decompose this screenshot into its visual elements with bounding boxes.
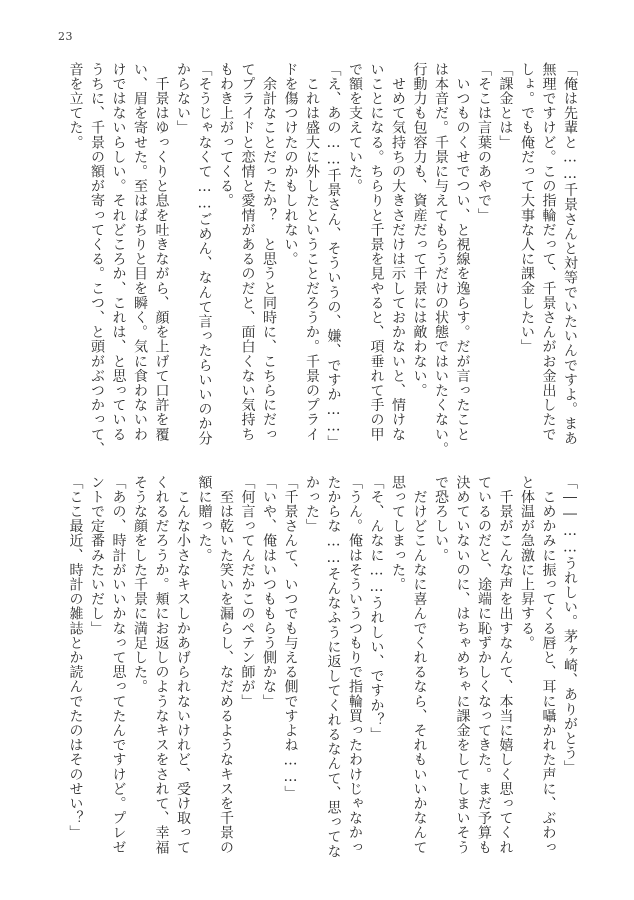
- text-line: い、眉を寄せた。至はぱちりと目を瞬く。気に食わないわ: [132, 62, 148, 442]
- text-line: 「――……うれしい。茅ヶ崎、ありがとう」: [562, 475, 578, 775]
- text-line: 千景がこんな声を出すなんて、本当に嬉しく思ってくれ: [497, 475, 514, 855]
- text-line: で恐ろしい。: [433, 475, 449, 563]
- text-line: だけどこんなに喜んでくれるなら、それもいいかなんて: [411, 475, 428, 855]
- text-line: 音を立てた。: [67, 62, 84, 150]
- text-line: 「え、あの……千景さん、そういうの、嫌、ですか……」: [325, 62, 342, 450]
- text-line: せめて気持ちの大きさだけは示しておかないと、情けな: [390, 62, 406, 442]
- text-line: 「いや、俺はいつももらう側かな」: [261, 475, 277, 709]
- text-line: そうな顔をした千景に満足した。: [132, 475, 148, 694]
- text-line: 千景はゆっくりと息を吐きながら、顔を上げて口許を覆: [153, 62, 170, 442]
- text-line: 「そ、んなに……うれしい、ですか？」: [368, 475, 385, 742]
- text-block-top: [64, 62, 580, 457]
- text-line: と体温が急激に上昇する。: [519, 475, 535, 651]
- text-line: くれるだろうか。頬にお返しのようなキスをされて、幸福: [153, 475, 170, 855]
- text-line: 「課金とは」: [497, 62, 514, 150]
- text-line: 「ここ最近、時計の雑誌とか読んでたのはそのせい？」: [67, 475, 84, 840]
- text-line: 「そこは言葉のあやで」: [476, 62, 492, 223]
- text-line: ドを傷つけたのかもしれない。: [282, 62, 299, 267]
- text-line: で額を支えていた。: [347, 62, 363, 194]
- text-line: いつものくせでつい、と視線を逸らす。だが言ったこと: [454, 62, 471, 442]
- text-line: てプライドと恋情と愛情があるのだと、面白くない気持ち: [239, 62, 256, 442]
- text-line: 思ってしまった。: [390, 475, 406, 592]
- text-line: いことになる。ちらりと千景を見やると、項垂れて手の甲: [368, 62, 385, 442]
- text-line: は本音だ。千景に与えてもらうだけの状態ではいたくない。: [433, 62, 449, 457]
- text-line: 行動力も包容力も、資産だって千景には敵わない。: [411, 62, 428, 398]
- text-line: かった」: [304, 475, 320, 534]
- text-line: しょ。でも俺だって大事な人に課金したい」: [519, 62, 535, 354]
- text-line: 「そうじゃなくて……ごめん、なんて言ったらいいのか分: [196, 62, 213, 446]
- text-line: 至は乾いた笑いを漏らし、なだめるようなキスを千景の: [218, 475, 234, 855]
- page-number: 23: [58, 30, 73, 43]
- text-line: これは盛大に外したということだろうか。千景のプライ: [304, 62, 320, 442]
- text-line: ているのだと、途端に恥ずかしくなってきた。まだ予算も: [476, 475, 492, 855]
- text-line: 「俺は先輩と……千景さんと対等でいたいんですよ。まあ: [562, 62, 578, 446]
- text-line: けではないらしい。それどころか、これは、と思っている: [110, 62, 127, 442]
- text-line: こめかみに振ってくる唇と、耳に囁かれた声に、ぶわっ: [540, 475, 557, 855]
- text-line: からない」: [175, 62, 191, 135]
- text-block-bottom: [64, 475, 580, 859]
- text-line: もわき上がってくる。: [218, 62, 234, 208]
- text-line: 「うん。俺はそういうつもりで指輪買ったわけじゃなかっ: [347, 475, 363, 855]
- text-line: 「千景さんて、いつでも与える側ですよね……」: [282, 475, 299, 801]
- text-line: ントで定番みたいだし」: [89, 475, 105, 636]
- text-line: こんな小さなキスしかあげられないけれど、受け取って: [175, 475, 191, 855]
- text-line: 「あの、時計がいいかなって思ってたんですけど。プレゼ: [110, 475, 127, 855]
- text-line: 無理ですけど。この指輪だって、千景さんがお金出したで: [540, 62, 557, 442]
- text-line: 「何言ってんだかこのペテン師が」: [239, 475, 256, 709]
- text-line: 余計なことだったか？ と思うと同時に、こちらにだっ: [261, 62, 277, 442]
- text-line: たからな……そんなふうに返してくれるなんて、思ってな: [325, 475, 342, 859]
- text-line: 額に贈った。: [196, 475, 213, 563]
- text-line: 決めていないのに、はちゃめちゃに課金をしてしまいそう: [454, 475, 471, 855]
- text-line: うちに、千景の額が寄ってくる。こつ、と頭がぶつかって、: [89, 62, 105, 457]
